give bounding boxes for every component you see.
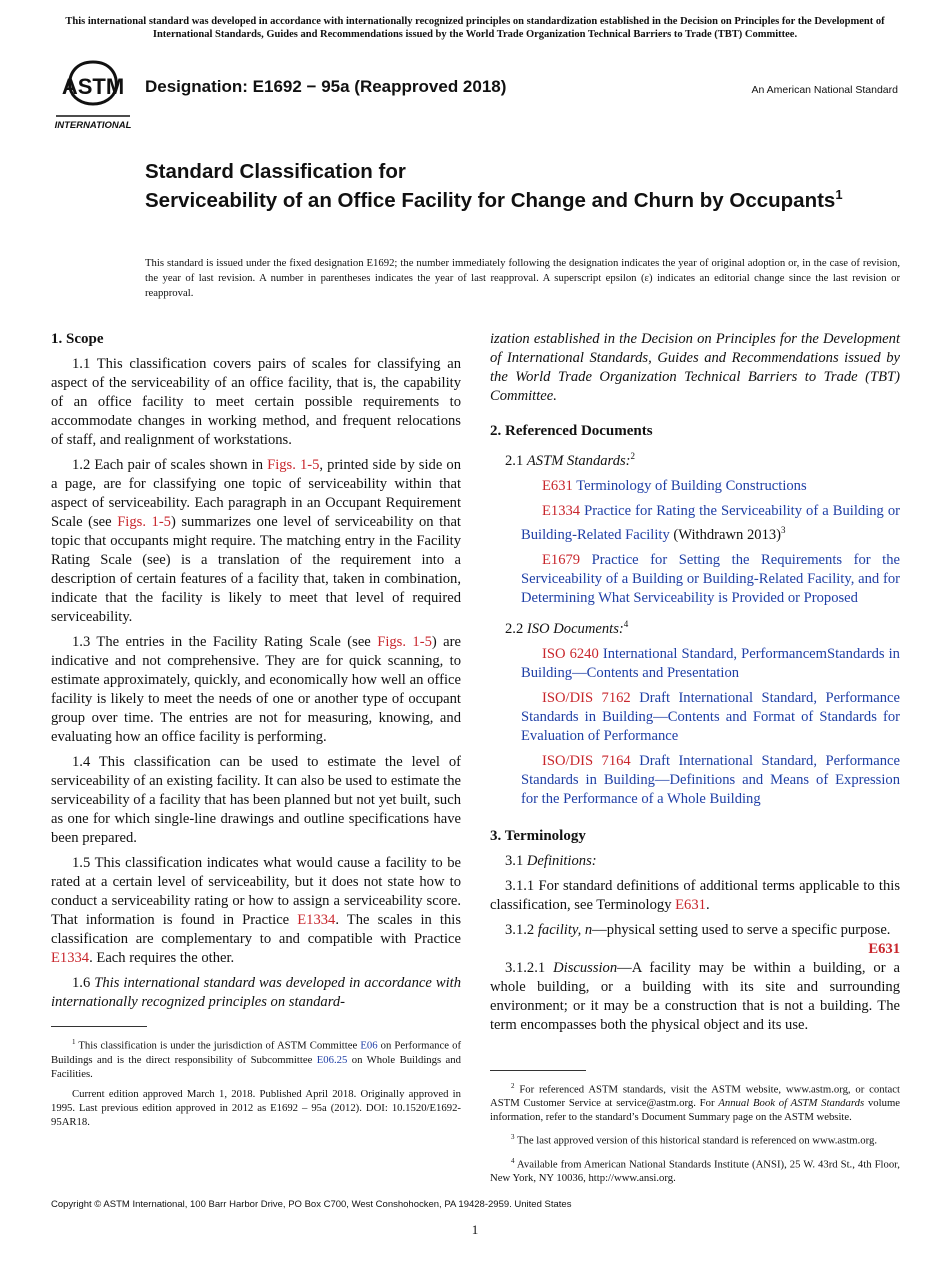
scope-p6: 1.6 This international standard was developed in accordance with internationally recognized principles on standard- xyxy=(51,975,462,1010)
e06-link[interactable]: E06 xyxy=(360,1039,378,1052)
scope-p3: 1.3 The entries in the Facility Rating Scale (see Figs. 1-5) are indicative and not comprehensive. They are for quick scanning, to estimate approximately, quickly, and economically how well an office facility is likely to meet the needs of one or another type of occupant group over time. The entries are not for measuring, knowing, and evaluating how an office facility is performing. xyxy=(51,634,461,745)
right-column xyxy=(490,330,900,1191)
iso-title-link[interactable]: Draft International Standard, Performance Standards in Building—Definitions and Means of Expression for the Performance of a Whole Building xyxy=(521,752,901,807)
referenced-heading: 2. Referenced Documents xyxy=(490,423,653,439)
iso-references xyxy=(490,645,900,809)
footnote-1-current: Current edition approved March 1, 2018. Published April 2018. Originally approved in 1995. Last previous edition approved in 2012 as E1692 – 95a (2012). DOI: 10.1520/E1692-95AR18. xyxy=(51,1087,461,1128)
astm-code-link[interactable]: E1334 xyxy=(542,502,581,519)
scope-p1: 1.1 This classification covers pairs of scales for classifying an aspect of the serviceability of an office facility, that is, the capability of an office facility to meet certain possible requirements to accommodate changes in working method, and frequent relocations of staff, and realignment of workstations. xyxy=(51,356,461,448)
footnote-1: $^1$ This classification is under the jurisdiction of ASTM Committee E06 on Performance of Buildings and is the direct responsibility of Subcommittee E06.25 on Whole Buildings and Facilities. xyxy=(51,1038,462,1080)
figs-link[interactable]: Figs. 1-5 xyxy=(267,457,320,473)
scope-p6-left-part: This international standard was developed in accordance with internationally recognized principles on standard- xyxy=(51,975,462,1010)
figs-link[interactable]: Figs. 1-5 xyxy=(117,514,171,530)
scope-heading: 1. Scope xyxy=(51,331,104,347)
terminology-heading: 3. Terminology xyxy=(490,827,586,844)
copyright: Copyright © ASTM International, 100 Barr Harbor Drive, PO Box C700, West Conshohocken, PA 19428-2959. United States xyxy=(51,1199,572,1210)
iso-reference xyxy=(490,689,900,746)
document-title xyxy=(145,160,865,212)
top-notice: This international standard was developed in accordance with internationally recognized principles on standardization established in the Decision on Principles for the Development of International Standards, Guides and Recommendations issued by the World Trade Organization Technical Barriers to Trade (TBT) Committee. xyxy=(65,16,885,40)
astm-references xyxy=(490,477,900,608)
footnote-rule xyxy=(490,1070,586,1071)
astm-code-link[interactable]: E631 xyxy=(542,477,573,494)
astm-reference xyxy=(490,551,900,608)
e631-link[interactable]: E631 xyxy=(675,896,706,913)
title-line-2: Serviceability of an Office Facility for Change and Churn by Occupants$^1$ xyxy=(145,187,843,212)
issue-note: This standard is issued under the fixed designation E1692; the number immediately following the designation indicates the year of original adoption or, in the case of revision, the year of last revision. A number in parentheses indicates the year of last reapproval. A superscript epsilon (ε) indicates an editorial change since the last revision or reapproval. xyxy=(145,257,900,299)
astm-code-link[interactable]: E1679 xyxy=(542,551,581,568)
iso-reference xyxy=(490,645,900,683)
footnote-4: $^4$ Available from American National Standards Institute (ANSI), 25 W. 43rd St., 4th Floor, New York, NY 10036, http://www.ansi.org. xyxy=(490,1156,900,1185)
astm-status: (Withdrawn 2013) xyxy=(669,526,782,543)
page-number: 1 xyxy=(471,1222,479,1237)
scope-p5: 1.5 This classification indicates what would cause a facility to be rated at a certain level of serviceability, but it does not state how to conduct a serviceability rating or how to assign a serviceability score. That information is found in Practice E1334. The scales in this classification are complementary to and compatible with Practice E1334. Each requires the other. xyxy=(51,855,461,966)
astm-logo xyxy=(52,58,134,132)
astm-title-link[interactable]: Practice for Rating the Serviceability of a Building or Building-Related Facility xyxy=(521,502,900,543)
scope-p2: 1.2 Each pair of scales shown in Figs. 1-5, printed side by side on a page, are for classifying one topic of serviceability within that aspect of serviceability. Each paragraph in an Occupant Requirement Scale (see Figs. 1-5) summarizes one level of serviceability on that topic that occupants might require. The matching entry in the Facility Rating Scale (see) is a translation of the requirement into a description of certain features of a facility that, taken in combination, indicate that the facility is likely to meet that level of required serviceability. xyxy=(51,457,461,625)
footnote-rule xyxy=(51,1026,147,1027)
astm-title-link[interactable]: Terminology of Building Constructions xyxy=(576,477,807,494)
e631-ref[interactable]: E631 xyxy=(868,940,900,957)
iso-documents-label: 2.2 ISO Documents:$^4$ xyxy=(505,618,629,637)
iso-code-link[interactable]: ISO/DIS 7162 xyxy=(542,689,631,706)
e1334-link[interactable]: E1334 xyxy=(297,912,336,928)
left-column xyxy=(51,330,461,1135)
term-3-1-1: 3.1.1 For standard definitions of additional terms applicable to this classification, see Terminology E631. xyxy=(490,877,900,913)
iso-code-link[interactable]: ISO/DIS 7164 xyxy=(542,752,631,769)
scope-p4: 1.4 This classification can be used to estimate the level of serviceability of an existing facility. It can also be used to estimate the serviceability of a facility that has been planned but not yet built, such as one for which single-line drawings and outline specifications have been prepared. xyxy=(51,754,461,846)
american-national-standard: An American National Standard xyxy=(751,84,898,96)
term-3-1: 3.1 Definitions: xyxy=(505,852,597,869)
designation: Designation: E1692 − 95a (Reapproved 2018) xyxy=(145,77,507,96)
term-3-1-2: 3.1.2 facility, n—physical setting used to serve a specific purpose. E631 xyxy=(505,921,900,957)
title-line-1: Standard Classification for xyxy=(145,160,406,183)
title-footnote-mark: 1 xyxy=(835,187,843,202)
astm-standards-label: 2.1 ASTM Standards:$^2$ xyxy=(505,451,636,469)
term-3-1-2-1: 3.1.2.1 Discussion—A facility may be within a building, or a whole building, or a building with its site and surrounding environment; or it may be a construction that is not a building. The term encompasses both the physical object and its use. xyxy=(490,959,901,1033)
footnote-3: $^3$ The last approved version of this historical standard is referenced on www.astm.org. xyxy=(511,1133,877,1147)
iso-code-link[interactable]: ISO 6240 xyxy=(542,645,599,662)
astm-title-link[interactable]: Practice for Setting the Requirements for the Serviceability of a Building or Building-Related Facility, and for Determining What Serviceability is Provided or Proposed xyxy=(521,551,900,606)
figs-link[interactable]: Figs. 1-5 xyxy=(377,634,432,650)
scope-p6-continued: ization established in the Decision on Principles for the Development of International Standards, Guides and Recommendations issued by the World Trade Organization Technical Barriers to Trade (TBT) Committee. xyxy=(490,331,900,404)
astm-logo-icon xyxy=(52,58,134,132)
iso-title-link[interactable]: International Standard, PerformancemStandards in Building—Contents and Presentation xyxy=(521,645,900,681)
iso-reference xyxy=(490,752,900,809)
astm-reference: E1334 Practice for Rating the Serviceability of a Building or Building-Related Facility (Withdrawn 2013)$^3$ xyxy=(521,502,900,543)
logo-sub: INTERNATIONAL xyxy=(54,120,132,131)
footnote-2: $^2$ For referenced ASTM standards, visit the ASTM website, www.astm.org, or contact ASTM Customer Service at service@astm.org. For Annual Book of ASTM Standards volume information, refer to the standard’s Document Summary page on the ASTM website. xyxy=(490,1081,900,1124)
iso-title-link[interactable]: Draft International Standard, Performance Standards in Building—Contents and Format of Standards for Evaluation of Performance xyxy=(521,689,901,744)
astm-reference xyxy=(490,477,900,496)
e1334-link[interactable]: E1334 xyxy=(51,950,90,966)
e06-25-link[interactable]: E06.25 xyxy=(316,1053,348,1066)
logo-text: ASTM xyxy=(61,74,125,99)
